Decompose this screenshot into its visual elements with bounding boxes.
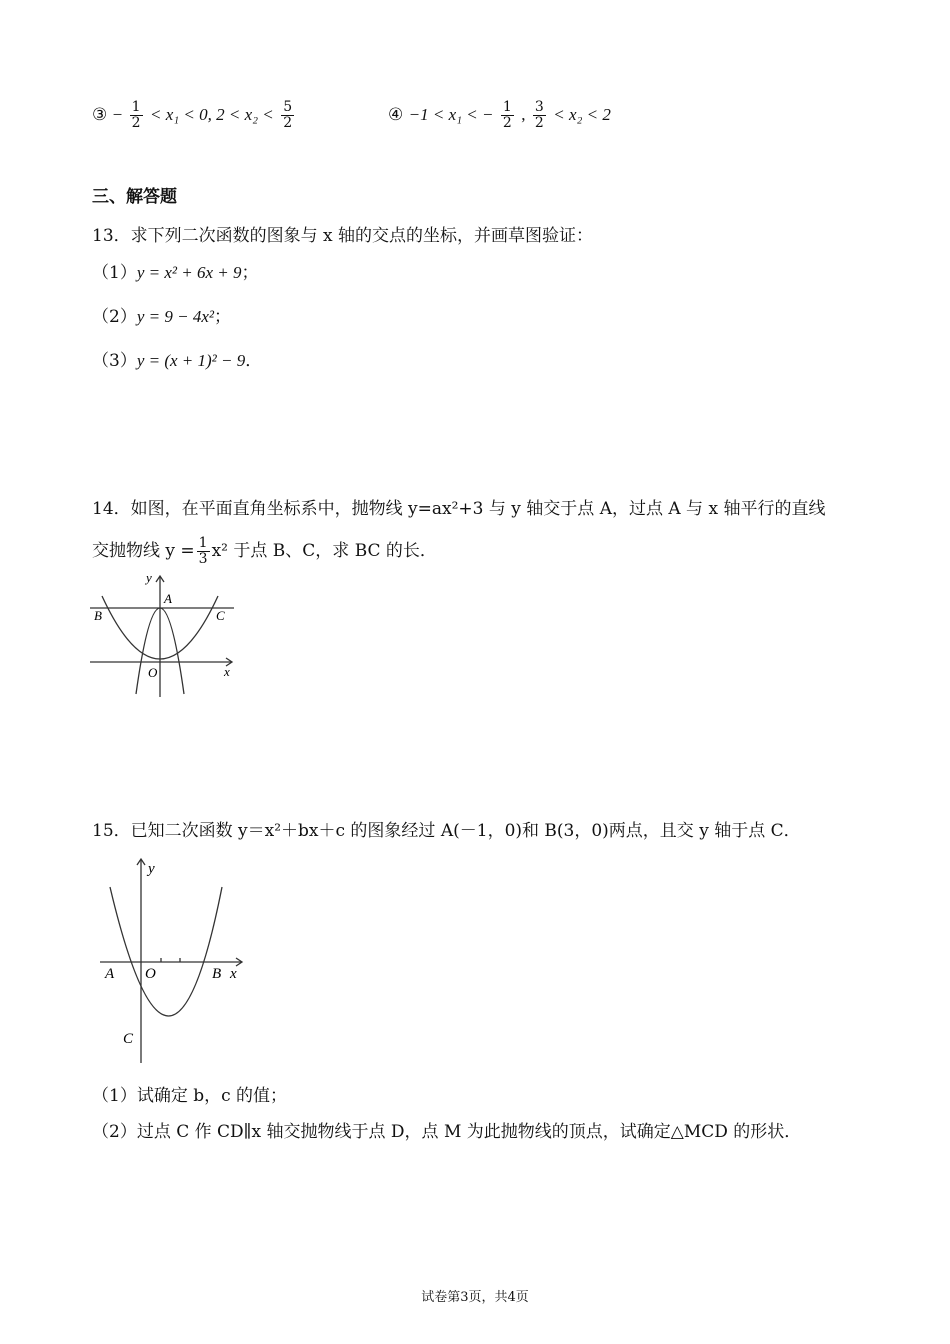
q15-sub-1: （1）试确定 b，c 的值； xyxy=(92,1086,288,1106)
q14-fraction: $\frac{1}{3}$ xyxy=(198,535,208,567)
page-footer: 试卷第3页，共4页 xyxy=(421,1290,529,1305)
q13-item-3: （3）y = (x + 1)² − 9． xyxy=(92,351,263,371)
option-3-fraction-2: $\frac{5}{2}$ xyxy=(283,99,293,131)
q15-label-o: O xyxy=(145,966,156,982)
section-title: 三、解答题 xyxy=(92,187,177,207)
option-3-marker: ③ xyxy=(92,105,108,125)
option-4-marker: ④ xyxy=(388,105,404,125)
option-4 xyxy=(388,100,611,131)
q14-label-a: A xyxy=(164,591,172,606)
q13-stem: 13．求下列二次函数的图象与 x 轴的交点的坐标，并画草图验证： xyxy=(92,226,594,246)
q15-label-y: y xyxy=(148,861,155,877)
q14-label-b: B xyxy=(94,608,102,623)
q15-sub-2: （2）过点 C 作 CD∥x 轴交抛物线于点 D，点 M 为此抛物线的顶点，试确定△MCD 的形状． xyxy=(92,1122,802,1142)
q14-label-c: C xyxy=(216,608,225,623)
option-4-lead: −1 < x₁ < − xyxy=(408,105,494,124)
q15-label-a: A xyxy=(105,966,115,982)
q13-item-1: （1）y = x² + 6x + 9； xyxy=(92,263,259,283)
option-3 xyxy=(92,100,296,131)
q14-label-x: x xyxy=(224,664,230,679)
q15-parabola xyxy=(110,887,222,1016)
option-4-tail: < x₂ < 2 xyxy=(553,105,611,124)
q14-label-o: O xyxy=(148,665,158,680)
option-4-fraction-1: $\frac{1}{2}$ xyxy=(502,99,512,131)
q15-figure xyxy=(98,855,248,1065)
option-4-mid: , xyxy=(521,105,526,124)
q14-stem-line-2: 交抛物线 y = $\frac{1}{3}$ x² 于点 B、C，求 BC 的长． xyxy=(92,535,437,567)
q14-figure xyxy=(88,572,238,700)
q15-label-b: B xyxy=(212,966,222,982)
option-4-fraction-2: $\frac{3}{2}$ xyxy=(534,99,544,131)
option-3-fraction-1: $\frac{1}{2}$ xyxy=(131,99,141,131)
q15-label-c: C xyxy=(123,1031,134,1047)
q15-stem: 15．已知二次函数 y＝x²＋bx＋c 的图象经过 A(－1，0)和 B(3，0)两点，且交 y 轴于点 C． xyxy=(92,821,801,841)
option-3-lead: − xyxy=(112,105,123,124)
option-3-mid: < x₁ < 0, 2 < x₂ < xyxy=(149,105,274,124)
q13-item-2: （2）y = 9 − 4x²； xyxy=(92,307,231,327)
q14-stem-line-1: 14．如图，在平面直角坐标系中，抛物线 y=ax²+3 与 y 轴交于点 A，过点 A 与 x 轴平行的直线 xyxy=(92,499,826,519)
q14-label-y: y xyxy=(146,572,152,585)
q15-label-x: x xyxy=(230,966,237,982)
